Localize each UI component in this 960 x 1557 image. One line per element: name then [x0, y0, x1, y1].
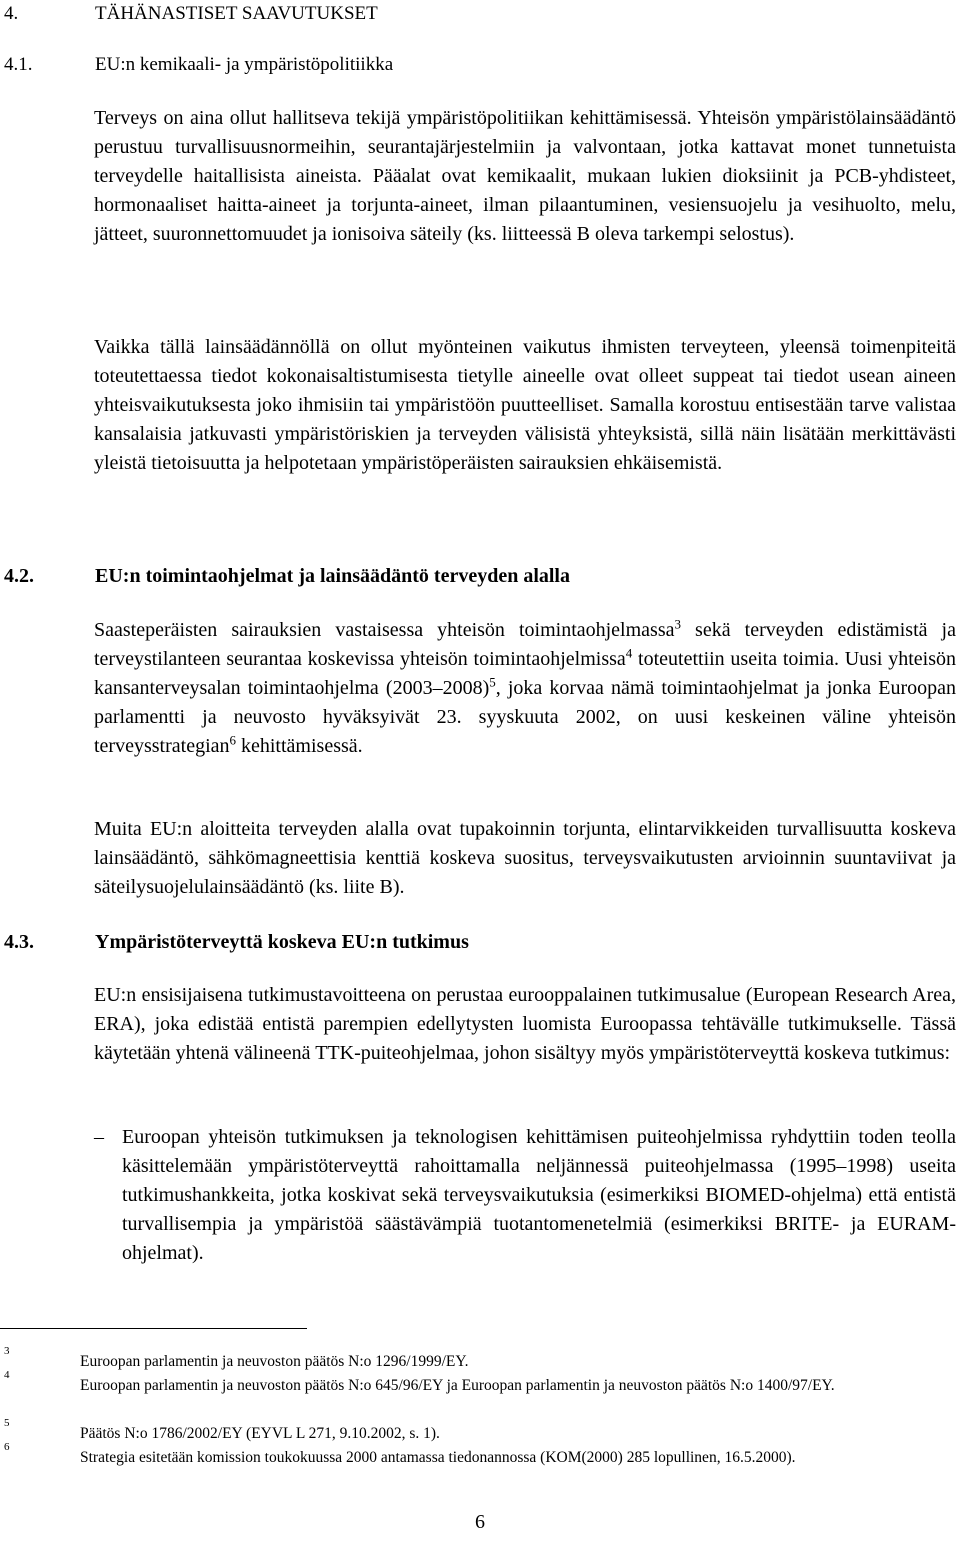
- text-run: Saasteperäisten sairauksien vastaisessa yhteisön toimintaohjelmassa: [94, 619, 675, 641]
- footnote-text: Euroopan parlamentin ja neuvoston päätös N:o 645/96/EY ja Euroopan parlamentin ja neuvoston päätös N:o 1400/97/EY.: [80, 1377, 835, 1394]
- text-run: kehittämisessä.: [236, 735, 363, 757]
- footnote: [0, 1417, 960, 1443]
- section-number: 4.: [4, 3, 19, 24]
- footnote: [0, 1369, 960, 1395]
- footnote-ref[interactable]: 5: [489, 674, 496, 690]
- bullet-item: [94, 1123, 956, 1268]
- footnote-ref[interactable]: 4: [625, 645, 633, 661]
- section-number: 4.3.: [4, 931, 34, 953]
- footnote: [0, 1345, 960, 1371]
- footnote-number: 6: [4, 1441, 10, 1453]
- footnote-number: 4: [4, 1369, 10, 1381]
- footnote-text: Päätös N:o 1786/2002/EY (EYVL L 271, 9.10.2002, s. 1).: [80, 1425, 440, 1442]
- bullet-text: Euroopan yhteisön tutkimuksen ja teknologisen kehittämisen puiteohjelmissa ryhdyttiin toden teolla käsittelemään ympäristöterveyttä rahoittamalla neljännessä puiteohjelmassa (1995–1998) useita tutkimushankkeita, jotka koskivat sekä terveysvaikutuksia (esimerkiksi BIOMED-ohjelma) että entistä turvallisempia ja ympäristöä säästävämpiä tuotantomenetelmiä (esimerkiksi BRITE- ja EURAM-ohjelmat).: [122, 1126, 956, 1264]
- bullet-dash: –: [94, 1126, 104, 1148]
- footnote: [0, 1441, 960, 1467]
- paragraph: EU:n ensisijaisena tutkimustavoitteena on perustaa eurooppalainen tutkimusalue (European Research Area, ERA), joka edistää entistä parempien edellytysten luomista Euroopassa tehtävälle tutkimukselle. Tässä käytetään yhtenä välineenä TTK-puiteohjelmaa, johon sisältyy myös ympäristöterveyttä koskeva tutkimus:: [94, 984, 956, 1064]
- section-title: Ympäristöterveyttä koskeva EU:n tutkimus: [95, 931, 469, 953]
- footnote-number: 5: [4, 1417, 10, 1429]
- section-title: EU:n toimintaohjelmat ja lainsäädäntö terveyden alalla: [95, 565, 570, 587]
- section-number: 4.1.: [4, 54, 33, 75]
- section-number: 4.2.: [4, 565, 34, 587]
- section-title: EU:n kemikaali- ja ympäristöpolitiikka: [95, 54, 394, 75]
- footnote-text: Strategia esitetään komission toukokuussa 2000 antamassa tiedonannossa (KOM(2000) 285 lopullinen, 16.5.2000).: [80, 1449, 796, 1466]
- paragraph: Muita EU:n aloitteita terveyden alalla ovat tupakoinnin torjunta, elintarvikkeiden turvallisuutta koskeva lainsäädäntö, sähkömagneettisia kenttiä koskeva suositus, terveysvaikutusten arvioinnin suuntaviivat ja säteilysuojelulainsäädäntö (ks. liite B).: [94, 818, 956, 898]
- footnote-text: Euroopan parlamentin ja neuvoston päätös N:o 1296/1999/EY.: [80, 1353, 469, 1370]
- footnote-separator: [0, 1328, 307, 1329]
- section-title: TÄHÄNASTISET SAAVUTUKSET: [95, 3, 378, 24]
- footnote-ref[interactable]: 3: [674, 616, 681, 632]
- paragraph: Vaikka tällä lainsäädännöllä on ollut myönteinen vaikutus ihmisten terveyteen, yleensä toimenpiteitä toteutettaessa tiedot kokonaisaltistumisesta tietylle aineelle ovat olleet suppeat tai tiedot usean aineen yhteisvaikutuksesta joko ihmisiin tai ympäristöön puutteelliset. Samalla korostuu entisestään tarve valistaa kansalaisia jatkuvasti ympäristöriskien ja terveyden välisistä yhteyksistä, sillä näin lisätään merkittävästi yleistä tietoisuutta ja helpotetaan ympäristöperäisten sairauksien ehkäisemistä.: [94, 336, 956, 474]
- page-number: 6: [475, 1511, 485, 1533]
- text-run: sekä terveyden edistämistä ja terveystilanteen seurantaa koskevissa yhteisön toimintaohjelmissa: [94, 619, 956, 670]
- paragraph: Terveys on aina ollut hallitseva tekijä ympäristöpolitiikan kehittämisessä. Yhteisön ympäristölainsäädäntö perustuu turvallisuusnormeihin, seurantajärjestelmiin ja valvontaan, jotka kattavat monet tunnetuista terveydelle haitallisista aineista. Pääalat ovat kemikaalit, mukaan lukien dioksiinit ja PCB-yhdisteet, hormonaaliset haitta-aineet ja torjunta-aineet, ilman pilaantuminen, vesiensuojelu ja vesihuolto, melu, jätteet, suuronnettomuudet ja ionisoiva säteily (ks. liitteessä B oleva tarkempi selostus).: [94, 107, 956, 245]
- footnote-number: 3: [4, 1345, 10, 1357]
- text-run: toteutettiin useita toimia. Uusi yhteisön kansanterveysalan toimintaohjelma (2003–2008): [94, 648, 957, 699]
- text-run: , joka korvaa nämä toimintaohjelmat ja jonka Euroopan parlamentti ja neuvosto hyväksyivät 23. syyskuuta 2002, on uusi keskeinen väline yhteisön terveysstrategian: [94, 677, 956, 757]
- footnote-ref[interactable]: 6: [229, 732, 236, 748]
- paragraph: [94, 616, 956, 761]
